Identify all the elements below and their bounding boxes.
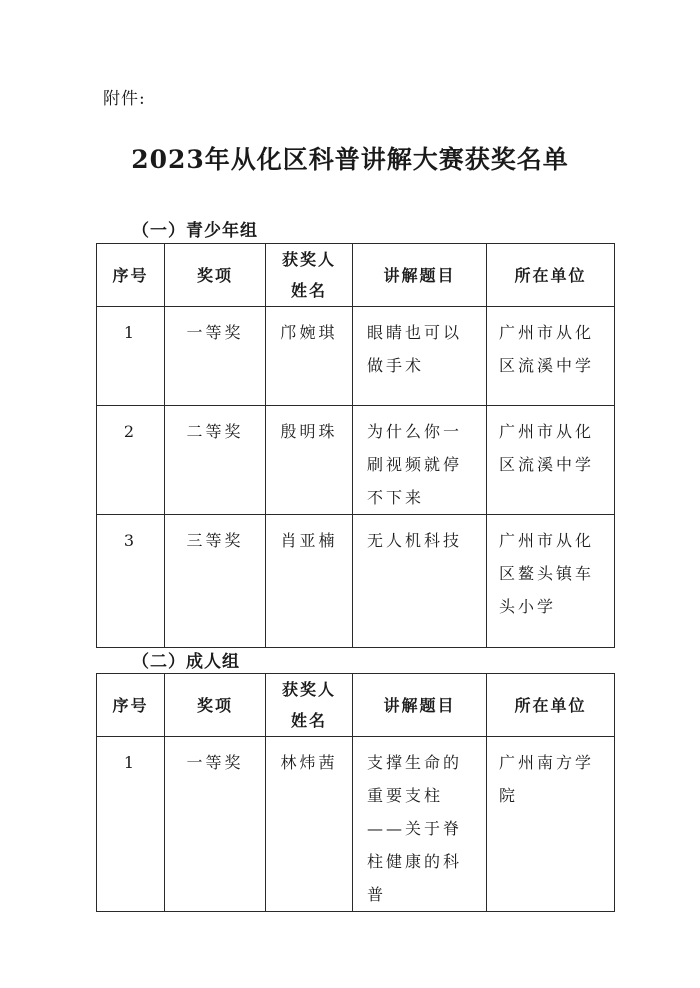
cell-no-text: 2 <box>123 422 138 441</box>
table-row <box>97 307 615 406</box>
adult-award-table <box>96 673 615 912</box>
header-award: 奖项 <box>165 674 266 737</box>
cell-award <box>165 406 266 515</box>
cell-award-text: 二等奖 <box>186 422 244 441</box>
header-award: 奖项 <box>165 244 266 307</box>
cell-no-text: 1 <box>123 753 138 772</box>
cell-topic <box>353 307 487 406</box>
document-title: 2023年从化区科普讲解大赛获奖名单 <box>131 145 569 174</box>
table-header-row <box>97 244 615 307</box>
header-unit: 所在单位 <box>487 244 615 307</box>
cell-award-text: 一等奖 <box>186 323 244 342</box>
cell-name <box>266 737 353 912</box>
cell-name-text: 殷明珠 <box>280 422 338 441</box>
header-name <box>266 674 353 737</box>
cell-unit <box>487 515 615 648</box>
cell-name-text: 林炜茜 <box>280 753 338 772</box>
header-no: 序号 <box>97 674 165 737</box>
cell-no-text: 3 <box>123 531 138 550</box>
cell-unit-text: 广州市从化区流溪中学 <box>499 422 595 474</box>
cell-name <box>266 307 353 406</box>
header-name <box>266 244 353 307</box>
table-row <box>97 406 615 515</box>
cell-name <box>266 515 353 648</box>
cell-topic-text: 支撑生命的重要支柱——关于脊柱健康的科普 <box>367 753 463 904</box>
cell-unit-text: 广州市从化区流溪中学 <box>499 323 595 375</box>
cell-unit <box>487 737 615 912</box>
table-row <box>97 737 615 912</box>
header-topic: 讲解题目 <box>353 674 487 737</box>
header-no: 序号 <box>97 244 165 307</box>
header-unit: 所在单位 <box>487 674 615 737</box>
cell-topic-text: 为什么你一刷视频就停不下来 <box>367 422 463 507</box>
cell-no-text: 1 <box>123 323 138 342</box>
cell-award-text: 三等奖 <box>186 531 244 550</box>
youth-award-table <box>96 243 615 648</box>
attachment-label: 附件: <box>103 89 146 109</box>
cell-topic-text: 无人机科技 <box>367 531 463 550</box>
cell-award-text: 一等奖 <box>186 753 244 772</box>
cell-unit <box>487 406 615 515</box>
section-heading-adult: （二）成人组 <box>132 652 240 672</box>
cell-award <box>165 737 266 912</box>
cell-unit-text: 广州南方学院 <box>499 753 595 805</box>
cell-name <box>266 406 353 515</box>
cell-topic <box>353 515 487 648</box>
cell-topic <box>353 737 487 912</box>
table-header-row <box>97 674 615 737</box>
cell-no <box>97 307 165 406</box>
table-row <box>97 515 615 648</box>
cell-award <box>165 515 266 648</box>
header-topic: 讲解题目 <box>353 244 487 307</box>
cell-no <box>97 406 165 515</box>
cell-no <box>97 737 165 912</box>
cell-award <box>165 307 266 406</box>
cell-topic <box>353 406 487 515</box>
cell-name-text: 肖亚楠 <box>280 531 338 550</box>
section-heading-youth: （一）青少年组 <box>132 221 258 241</box>
cell-no <box>97 515 165 648</box>
header-name-text: 获奖人姓名 <box>281 680 336 730</box>
cell-unit <box>487 307 615 406</box>
cell-topic-text: 眼睛也可以做手术 <box>367 323 463 375</box>
header-name-text: 获奖人姓名 <box>281 250 336 300</box>
cell-name-text: 邝婉琪 <box>280 323 338 342</box>
cell-unit-text: 广州市从化区鳌头镇车头小学 <box>499 531 595 616</box>
